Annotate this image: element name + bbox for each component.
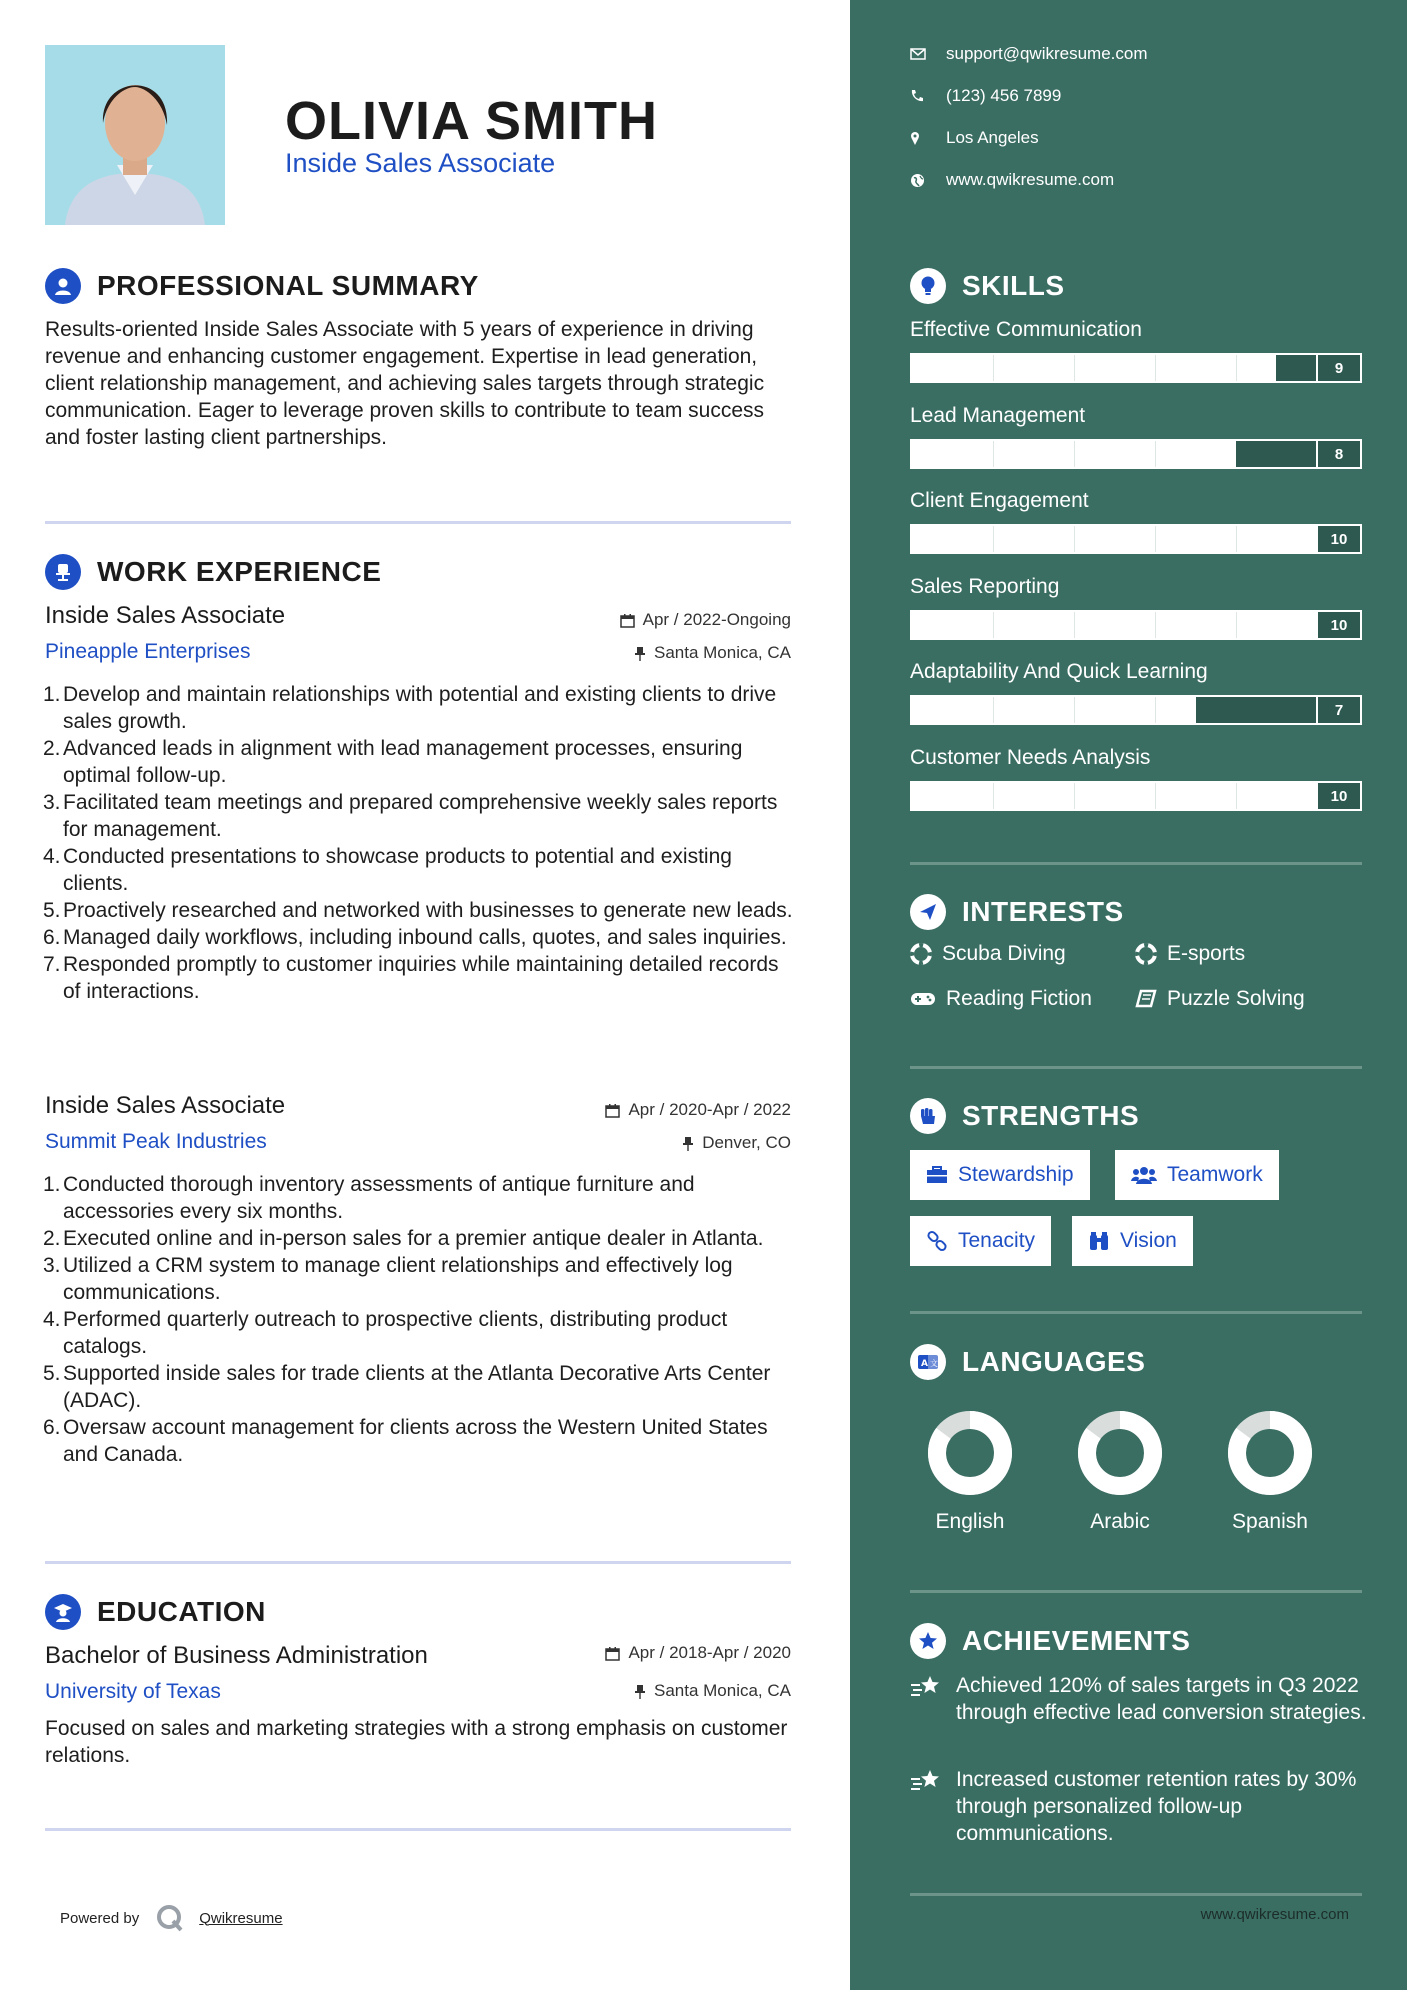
education-title: EDUCATION <box>97 1596 266 1627</box>
skill-segment <box>1074 355 1075 381</box>
lightbulb-icon <box>910 268 946 304</box>
shooting-star-icon <box>910 1768 944 1794</box>
achievements-title: ACHIEVEMENTS <box>962 1625 1191 1656</box>
graduate-icon <box>45 1594 81 1630</box>
link-icon <box>926 1230 948 1252</box>
list-item: 6. Managed daily workflows, including inbound calls, quotes, and sales inquiries. <box>43 926 787 949</box>
skill-segment <box>993 355 994 381</box>
pin-icon <box>682 1136 694 1151</box>
strengths-header <box>910 1098 1139 1134</box>
skill-fill <box>912 355 1276 381</box>
skill-bar <box>910 353 1362 383</box>
envelope-icon <box>910 48 926 60</box>
powered-by <box>60 1903 283 1933</box>
skill-score: 9 <box>1316 355 1360 381</box>
contact-phone <box>910 86 1061 106</box>
strength-tag: Teamwork <box>1115 1150 1279 1200</box>
list-item: 6. Oversaw account management for clients across the Western United States and Canada. <box>43 1416 768 1466</box>
skill-segment <box>993 441 994 467</box>
language-donut <box>910 1393 1030 1518</box>
skill-fill <box>912 697 1196 723</box>
skill-segment <box>1155 612 1156 638</box>
language-donut <box>1060 1393 1180 1518</box>
job-location-text: Santa Monica, CA <box>653 643 791 662</box>
skill-segment <box>1155 697 1156 723</box>
achievements-header <box>910 1623 1190 1659</box>
job-location-text: Denver, CO <box>702 1133 791 1152</box>
phone-icon <box>910 89 924 103</box>
skills-header <box>910 268 1065 304</box>
list-item: 3. Facilitated team meetings and prepared comprehensive weekly sales reports for management. <box>43 791 778 841</box>
languages-header <box>910 1344 1145 1380</box>
interest-item: Puzzle Solving <box>1135 987 1305 1011</box>
shooting-star-icon <box>910 1674 944 1700</box>
qwikresume-logo-icon <box>155 1903 185 1933</box>
education-date-text: Apr / 2018-Apr / 2020 <box>628 1643 791 1662</box>
skill-segment <box>993 526 994 552</box>
interest-item: Scuba Diving <box>910 942 1066 966</box>
skill-bar <box>910 439 1362 469</box>
list-item: 3. Utilized a CRM system to manage client relationships and effectively log communications. <box>43 1254 733 1304</box>
section-divider <box>910 862 1362 865</box>
job-location <box>682 1133 791 1153</box>
education-date <box>605 1643 791 1663</box>
skill-segment <box>1236 612 1237 638</box>
skill-segment <box>1155 526 1156 552</box>
job-duties <box>45 681 797 1005</box>
contact-website <box>910 170 1114 190</box>
degree: Bachelor of Business Administration <box>45 1642 428 1669</box>
life-ring-icon <box>1135 943 1157 965</box>
skill-score: 8 <box>1316 441 1360 467</box>
languages-title: LANGUAGES <box>962 1346 1146 1377</box>
section-divider <box>910 1590 1362 1593</box>
briefcase-icon <box>926 1166 948 1184</box>
list-item: 5. Supported inside sales for trade clients at the Atlanta Decorative Arts Center (ADAC). <box>43 1362 771 1412</box>
pin-icon <box>634 1684 646 1699</box>
interests-header <box>910 894 1124 930</box>
job-date-text: Apr / 2020-Apr / 2022 <box>628 1100 791 1119</box>
experience-title: WORK EXPERIENCE <box>97 556 382 587</box>
job-company: Pineapple Enterprises <box>45 640 251 663</box>
list-item: 5. Proactively researched and networked with businesses to generate new leads. <box>43 899 793 922</box>
job-company: Summit Peak Industries <box>45 1130 267 1153</box>
binoculars-icon <box>1088 1231 1110 1251</box>
skill-track <box>912 355 1316 381</box>
experience-header <box>45 554 381 590</box>
language-label: Spanish <box>1232 1510 1308 1533</box>
education-location-text: Santa Monica, CA <box>653 1681 791 1700</box>
list-item: 4. Conducted presentations to showcase products to potential and existing clients. <box>43 845 732 895</box>
skill-label: Adaptability And Quick Learning <box>910 660 1208 683</box>
skill-label: Lead Management <box>910 404 1086 427</box>
calendar-icon <box>605 1646 620 1661</box>
education-location <box>634 1681 791 1701</box>
website-text[interactable]: www.qwikresume.com <box>946 170 1115 189</box>
chair-icon <box>45 554 81 590</box>
qwikresume-link[interactable]: Qwikresume <box>199 1909 283 1927</box>
skill-label: Sales Reporting <box>910 575 1060 598</box>
calendar-icon <box>620 613 635 628</box>
skill-bar <box>910 524 1362 554</box>
book-icon <box>1135 989 1157 1009</box>
job-date <box>605 1100 791 1120</box>
section-divider <box>45 521 791 524</box>
skill-segment <box>1074 612 1075 638</box>
list-item: 2. Executed online and in-person sales for a premier antique dealer in Atlanta. <box>43 1227 764 1250</box>
skill-segment <box>993 783 994 809</box>
fist-icon <box>910 1098 946 1134</box>
list-item: 4. Performed quarterly outreach to prospective clients, distributing product catalogs. <box>43 1308 728 1358</box>
achievement-item: Achieved 120% of sales targets in Q3 2022 through effective lead conversion strategies. <box>910 1672 1370 1726</box>
contact-location <box>910 128 1039 148</box>
achievement-item: Increased customer retention rates by 30% through personalized follow-up communications. <box>910 1766 1370 1847</box>
job-duties <box>45 1171 797 1468</box>
skill-label: Effective Communication <box>910 318 1142 341</box>
powered-by-label: Powered by <box>60 1909 140 1927</box>
candidate-role: Inside Sales Associate <box>285 148 556 178</box>
users-icon <box>1131 1165 1157 1185</box>
job-date-text: Apr / 2022-Ongoing <box>642 610 791 629</box>
strength-tag: Vision <box>1072 1216 1193 1266</box>
job-title: Inside Sales Associate <box>45 602 286 629</box>
skill-fill <box>912 612 1316 638</box>
translate-icon <box>910 1344 946 1380</box>
language-label: Arabic <box>1090 1510 1150 1533</box>
life-ring-icon <box>910 943 932 965</box>
section-divider <box>45 1561 791 1564</box>
skill-segment <box>993 697 994 723</box>
job-title: Inside Sales Associate <box>45 1092 286 1119</box>
language-donut <box>1210 1393 1330 1518</box>
job-date <box>620 610 791 630</box>
skill-segment <box>1074 526 1075 552</box>
list-item: 1. Conducted thorough inventory assessments of antique furniture and accessories every six months. <box>43 1173 695 1223</box>
summary-header <box>45 268 479 304</box>
school: University of Texas <box>45 1680 221 1703</box>
skill-fill <box>912 526 1316 552</box>
interest-item: Reading Fiction <box>910 987 1092 1011</box>
skill-track <box>912 526 1316 552</box>
skill-bar <box>910 610 1362 640</box>
skill-segment <box>1155 441 1156 467</box>
skill-track <box>912 783 1316 809</box>
gamepad-icon <box>910 991 936 1007</box>
skill-fill <box>912 783 1316 809</box>
interest-item: E-sports <box>1135 942 1245 966</box>
list-item: 1. Develop and maintain relationships with potential and existing clients to drive sales growth. <box>43 683 777 733</box>
summary-text: Results-oriented Inside Sales Associate with 5 years of experience in driving revenue and enhancing customer engagement. Expertise in lead generation, client relationship management, and achieving sales targets through strategic communication. Eager to leverage proven skills to contribute to team success and foster lasting client partnerships. <box>45 318 765 449</box>
section-divider <box>910 1311 1362 1314</box>
skill-segment <box>1074 697 1075 723</box>
phone-text: (123) 456 7899 <box>946 86 1062 105</box>
skill-score: 7 <box>1316 697 1360 723</box>
skill-segment <box>1155 783 1156 809</box>
skill-score: 10 <box>1316 612 1360 638</box>
education-text: Focused on sales and marketing strategies with a strong emphasis on customer relations. <box>45 1717 788 1767</box>
skill-score: 10 <box>1316 526 1360 552</box>
strengths-title: STRENGTHS <box>962 1100 1140 1131</box>
skill-segment <box>1074 441 1075 467</box>
strength-tag: Stewardship <box>910 1150 1090 1200</box>
skill-segment <box>1236 526 1237 552</box>
skill-label: Client Engagement <box>910 489 1089 512</box>
skill-segment <box>1155 355 1156 381</box>
svg-text:A: A <box>921 1359 928 1369</box>
section-divider <box>910 1893 1362 1896</box>
skill-track <box>912 441 1316 467</box>
strength-tag: Tenacity <box>910 1216 1051 1266</box>
section-divider <box>45 1828 791 1831</box>
skill-label: Customer Needs Analysis <box>910 746 1151 769</box>
skill-segment <box>1236 783 1237 809</box>
skill-score: 10 <box>1316 783 1360 809</box>
skills-title: SKILLS <box>962 270 1065 301</box>
calendar-icon <box>605 1103 620 1118</box>
candidate-name: OLIVIA SMITH <box>285 91 658 151</box>
profile-photo <box>45 45 225 225</box>
skill-segment <box>993 612 994 638</box>
education-header <box>45 1594 266 1630</box>
language-label: English <box>935 1510 1005 1533</box>
star-badge-icon <box>910 1623 946 1659</box>
skill-segment <box>1074 783 1075 809</box>
skill-track <box>912 612 1316 638</box>
skill-bar <box>910 695 1362 725</box>
job-location <box>634 643 791 663</box>
skill-segment <box>1236 355 1237 381</box>
skill-bar <box>910 781 1362 811</box>
list-item: 7. Responded promptly to customer inquiries while maintaining detailed records of interactions. <box>43 953 779 1003</box>
pin-icon <box>634 646 646 661</box>
globe-icon <box>910 173 925 188</box>
section-divider <box>910 1066 1362 1069</box>
location-text: Los Angeles <box>946 128 1039 147</box>
summary-title: PROFESSIONAL SUMMARY <box>97 270 479 301</box>
contact-email <box>910 44 1148 64</box>
paper-plane-icon <box>910 894 946 930</box>
list-item: 2. Advanced leads in alignment with lead management processes, ensuring optimal follow-up. <box>43 737 743 787</box>
user-icon <box>45 268 81 304</box>
skill-track <box>912 697 1316 723</box>
email-text[interactable]: support@qwikresume.com <box>946 44 1148 63</box>
svg-text:文: 文 <box>930 1359 938 1368</box>
interests-title: INTERESTS <box>962 896 1124 927</box>
sidebar <box>850 0 1407 1990</box>
map-pin-icon <box>910 131 920 146</box>
footer-site[interactable]: www.qwikresume.com <box>1200 1906 1349 1923</box>
